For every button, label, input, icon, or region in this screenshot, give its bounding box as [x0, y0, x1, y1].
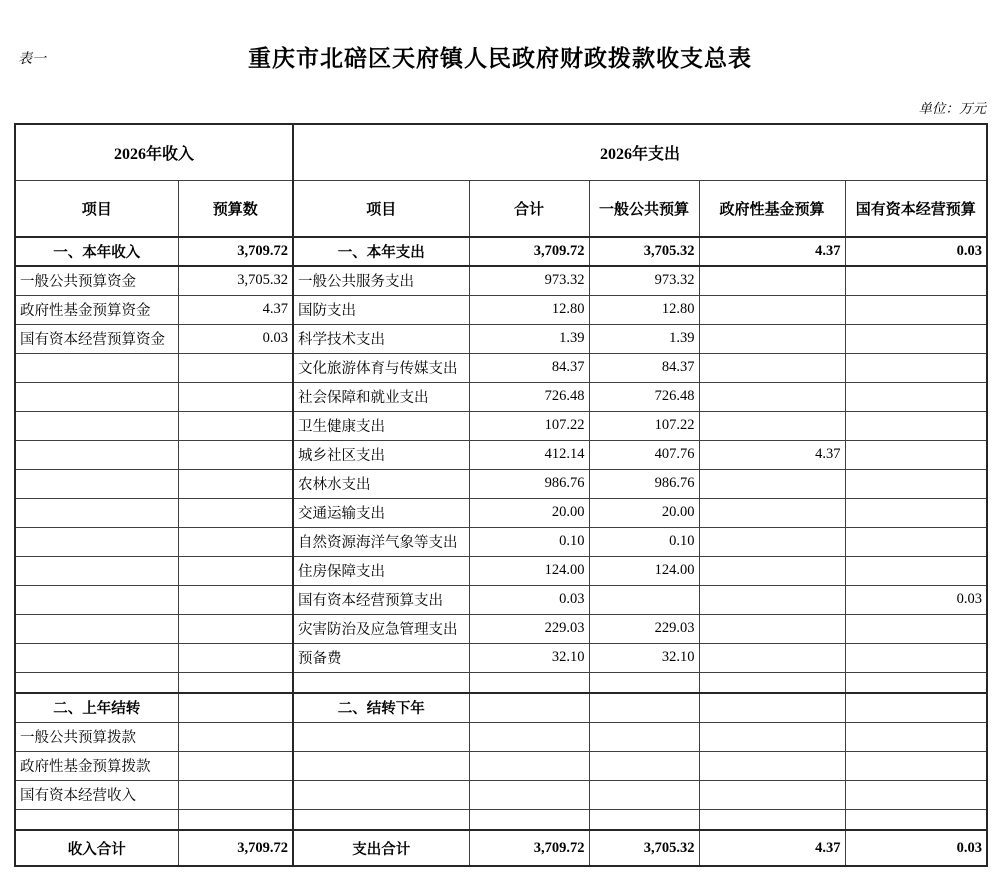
expense-capital-cell [845, 440, 987, 469]
table-row [15, 527, 987, 556]
income-amount-cell [178, 585, 293, 614]
expense-general-cell: 3,705.32 [589, 830, 699, 866]
income-amount-cell [178, 556, 293, 585]
income-item-cell: 一、本年收入 [15, 237, 178, 266]
expense-total-cell [469, 809, 589, 830]
income-amount-cell [178, 614, 293, 643]
expense-fund-cell [699, 643, 845, 672]
expense-capital-cell: 0.03 [845, 237, 987, 266]
expense-general-cell: 407.76 [589, 440, 699, 469]
expense-general-cell: 1.39 [589, 324, 699, 353]
income-amount-cell [178, 382, 293, 411]
expense-general-cell: 0.10 [589, 527, 699, 556]
expense-general-cell: 726.48 [589, 382, 699, 411]
expense-total-cell: 124.00 [469, 556, 589, 585]
expense-general-cell: 107.22 [589, 411, 699, 440]
expense-item-cell [293, 722, 469, 751]
expense-fund-cell [699, 614, 845, 643]
expense-fund-cell [699, 780, 845, 809]
expense-total-cell: 3,709.72 [469, 237, 589, 266]
expense-capital-cell: 0.03 [845, 830, 987, 866]
expense-item-cell: 文化旅游体育与传媒支出 [293, 353, 469, 382]
expense-fund-cell [699, 266, 845, 295]
income-amount-cell [178, 353, 293, 382]
income-amount-cell [178, 527, 293, 556]
table-row [15, 237, 987, 266]
expense-capital-cell [845, 527, 987, 556]
expense-total-cell: 84.37 [469, 353, 589, 382]
table-row [15, 469, 987, 498]
income-amount-cell [178, 643, 293, 672]
col-header-income-item: 项目 [15, 181, 178, 238]
expense-capital-cell [845, 353, 987, 382]
expense-total-cell: 20.00 [469, 498, 589, 527]
expense-item-cell [293, 672, 469, 693]
expense-general-cell [589, 672, 699, 693]
expense-total-cell [469, 780, 589, 809]
income-item-cell: 国有资本经营收入 [15, 780, 178, 809]
expense-fund-cell [699, 498, 845, 527]
income-amount-cell [178, 693, 293, 722]
income-item-cell: 政府性基金预算拨款 [15, 751, 178, 780]
expense-fund-cell [699, 411, 845, 440]
expense-total-cell: 726.48 [469, 382, 589, 411]
expense-general-cell: 3,705.32 [589, 237, 699, 266]
expense-capital-cell [845, 780, 987, 809]
budget-table [14, 123, 988, 867]
expense-total-cell [469, 672, 589, 693]
expense-item-cell: 国防支出 [293, 295, 469, 324]
table-row [15, 780, 987, 809]
expense-capital-cell [845, 614, 987, 643]
income-item-cell [15, 809, 178, 830]
income-amount-cell [178, 440, 293, 469]
expense-item-cell: 科学技术支出 [293, 324, 469, 353]
expense-item-cell: 一、本年支出 [293, 237, 469, 266]
income-item-cell [15, 353, 178, 382]
table-row [15, 295, 987, 324]
income-amount-cell [178, 672, 293, 693]
expense-general-cell [589, 780, 699, 809]
income-item-cell: 二、上年结转 [15, 693, 178, 722]
expense-item-cell: 卫生健康支出 [293, 411, 469, 440]
col-header-state-capital-budget: 国有资本经营预算 [845, 181, 987, 238]
table-row [15, 498, 987, 527]
income-item-cell [15, 672, 178, 693]
income-amount-cell: 0.03 [178, 324, 293, 353]
expense-general-cell [589, 722, 699, 751]
income-item-cell [15, 585, 178, 614]
expense-item-cell: 国有资本经营预算支出 [293, 585, 469, 614]
table-row [15, 614, 987, 643]
expense-total-cell: 973.32 [469, 266, 589, 295]
expense-item-cell: 预备费 [293, 643, 469, 672]
expense-total-cell: 0.10 [469, 527, 589, 556]
expense-fund-cell: 4.37 [699, 237, 845, 266]
table-number-label: 表一 [18, 51, 46, 67]
expense-item-cell: 灾害防治及应急管理支出 [293, 614, 469, 643]
income-item-cell [15, 643, 178, 672]
income-item-cell [15, 614, 178, 643]
expense-fund-cell [699, 295, 845, 324]
expense-general-cell: 229.03 [589, 614, 699, 643]
expense-item-cell [293, 809, 469, 830]
expense-total-cell [469, 693, 589, 722]
expense-fund-cell [699, 809, 845, 830]
group-header-row [15, 124, 987, 181]
expense-fund-cell [699, 324, 845, 353]
expense-capital-cell [845, 382, 987, 411]
expense-item-cell: 城乡社区支出 [293, 440, 469, 469]
expense-group-header: 2026年支出 [293, 124, 987, 181]
income-amount-cell: 3,705.32 [178, 266, 293, 295]
income-amount-cell: 4.37 [178, 295, 293, 324]
expense-total-cell: 412.14 [469, 440, 589, 469]
expense-item-cell [293, 751, 469, 780]
table-row [15, 693, 987, 722]
expense-general-cell: 973.32 [589, 266, 699, 295]
expense-capital-cell [845, 498, 987, 527]
expense-fund-cell [699, 556, 845, 585]
expense-capital-cell [845, 295, 987, 324]
income-amount-cell [178, 751, 293, 780]
income-amount-cell [178, 780, 293, 809]
expense-fund-cell [699, 585, 845, 614]
expense-fund-cell [699, 353, 845, 382]
table-row [15, 672, 987, 693]
table-row [15, 324, 987, 353]
table-body [15, 237, 987, 866]
table-row [15, 722, 987, 751]
expense-fund-cell [699, 469, 845, 498]
income-item-cell: 国有资本经营预算资金 [15, 324, 178, 353]
table-row [15, 585, 987, 614]
expense-total-cell: 12.80 [469, 295, 589, 324]
col-header-expense-item: 项目 [293, 181, 469, 238]
expense-item-cell: 住房保障支出 [293, 556, 469, 585]
expense-item-cell: 交通运输支出 [293, 498, 469, 527]
column-header-row [15, 181, 987, 238]
table-row [15, 353, 987, 382]
expense-capital-cell [845, 643, 987, 672]
expense-general-cell: 986.76 [589, 469, 699, 498]
expense-general-cell: 32.10 [589, 643, 699, 672]
income-item-cell [15, 411, 178, 440]
expense-item-cell [293, 780, 469, 809]
table-row [15, 382, 987, 411]
expense-fund-cell: 4.37 [699, 440, 845, 469]
expense-capital-cell [845, 693, 987, 722]
col-header-gov-fund-budget: 政府性基金预算 [699, 181, 845, 238]
table-row [15, 266, 987, 295]
income-amount-cell [178, 809, 293, 830]
expense-fund-cell [699, 672, 845, 693]
page-title: 重庆市北碚区天府镇人民政府财政拨款收支总表 [248, 46, 752, 71]
income-amount-cell [178, 498, 293, 527]
expense-item-cell: 自然资源海洋气象等支出 [293, 527, 469, 556]
unit-note: 单位：万元 [918, 101, 986, 116]
income-amount-cell [178, 469, 293, 498]
income-item-cell [15, 382, 178, 411]
expense-item-cell: 支出合计 [293, 830, 469, 866]
expense-total-cell: 0.03 [469, 585, 589, 614]
expense-capital-cell [845, 672, 987, 693]
expense-general-cell: 12.80 [589, 295, 699, 324]
expense-capital-cell [845, 722, 987, 751]
expense-total-cell: 1.39 [469, 324, 589, 353]
expense-total-cell: 107.22 [469, 411, 589, 440]
expense-total-cell [469, 751, 589, 780]
expense-fund-cell [699, 382, 845, 411]
expense-fund-cell [699, 722, 845, 751]
col-header-general-budget: 一般公共预算 [589, 181, 699, 238]
income-item-cell [15, 469, 178, 498]
expense-fund-cell [699, 693, 845, 722]
expense-general-cell [589, 693, 699, 722]
expense-capital-cell [845, 411, 987, 440]
expense-capital-cell [845, 469, 987, 498]
expense-item-cell: 社会保障和就业支出 [293, 382, 469, 411]
table-row [15, 809, 987, 830]
expense-total-cell: 32.10 [469, 643, 589, 672]
col-header-income-amount: 预算数 [178, 181, 293, 238]
expense-fund-cell [699, 751, 845, 780]
table-row [15, 830, 987, 866]
table-row [15, 556, 987, 585]
income-item-cell: 政府性基金预算资金 [15, 295, 178, 324]
table-row [15, 411, 987, 440]
expense-capital-cell [845, 266, 987, 295]
expense-general-cell: 84.37 [589, 353, 699, 382]
expense-fund-cell [699, 527, 845, 556]
income-item-cell: 一般公共预算资金 [15, 266, 178, 295]
expense-item-cell: 一般公共服务支出 [293, 266, 469, 295]
expense-capital-cell [845, 751, 987, 780]
expense-total-cell: 229.03 [469, 614, 589, 643]
income-item-cell: 收入合计 [15, 830, 178, 866]
income-item-cell [15, 527, 178, 556]
income-item-cell [15, 440, 178, 469]
expense-capital-cell: 0.03 [845, 585, 987, 614]
expense-general-cell: 20.00 [589, 498, 699, 527]
expense-total-cell: 3,709.72 [469, 830, 589, 866]
income-amount-cell: 3,709.72 [178, 237, 293, 266]
expense-capital-cell [845, 324, 987, 353]
table-row [15, 440, 987, 469]
income-item-cell: 一般公共预算拨款 [15, 722, 178, 751]
table-row [15, 643, 987, 672]
expense-general-cell [589, 751, 699, 780]
income-amount-cell: 3,709.72 [178, 830, 293, 866]
expense-capital-cell [845, 809, 987, 830]
expense-fund-cell: 4.37 [699, 830, 845, 866]
expense-item-cell: 二、结转下年 [293, 693, 469, 722]
expense-general-cell [589, 809, 699, 830]
expense-general-cell [589, 585, 699, 614]
income-amount-cell [178, 411, 293, 440]
income-amount-cell [178, 722, 293, 751]
expense-item-cell: 农林水支出 [293, 469, 469, 498]
col-header-total: 合计 [469, 181, 589, 238]
expense-total-cell: 986.76 [469, 469, 589, 498]
expense-total-cell [469, 722, 589, 751]
expense-general-cell: 124.00 [589, 556, 699, 585]
income-item-cell [15, 556, 178, 585]
expense-capital-cell [845, 556, 987, 585]
income-group-header: 2026年收入 [15, 124, 293, 181]
table-row [15, 751, 987, 780]
income-item-cell [15, 498, 178, 527]
